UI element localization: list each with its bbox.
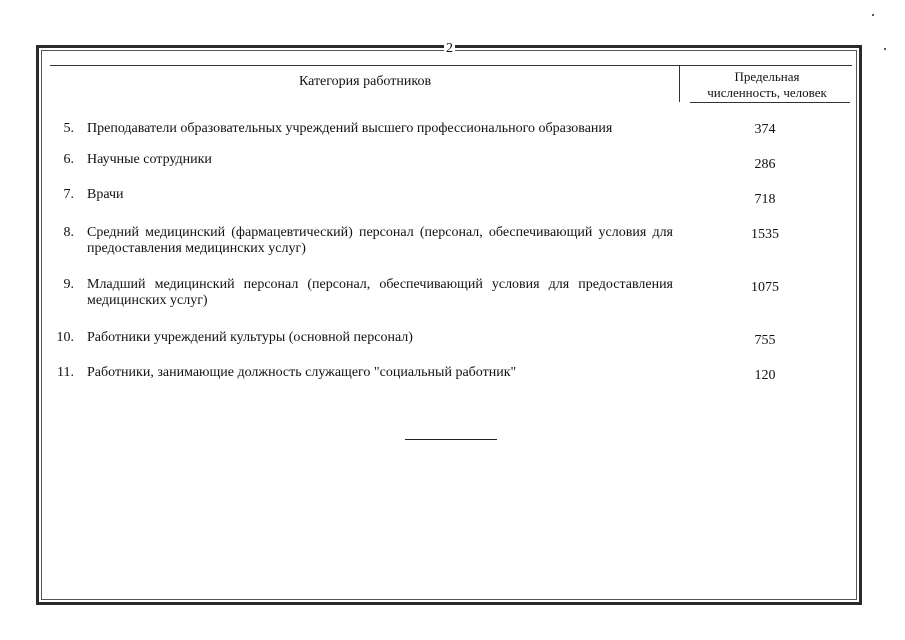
row-count: 120 [754,368,776,383]
row-count: 374 [754,122,776,137]
row-number: 10. [56,330,74,345]
row-number: 7. [63,187,74,202]
row-number: 9. [63,277,74,292]
row-number: 8. [63,225,74,240]
header-bottom-rule [690,102,850,103]
header-category: Категория работников [298,74,432,89]
end-of-table-rule [405,439,497,440]
header-limit [682,69,852,101]
row-category: Работники, занимающие должность служащего "социальный работник" [87,365,517,380]
row-category: Работники учреждений культуры (основной персонал) [87,330,413,345]
row-category: Научные сотрудники [87,152,212,167]
row-category: Средний медицинский (фармацевтический) персонал (персонал, обеспечивающий условия для предоставления медицинских услуг) [87,225,673,256]
row-category: Младший медицинский персонал (персонал, обеспечивающий условия для предоставления медицинских услуг) [87,277,673,308]
row-count: 286 [754,157,776,172]
header-top-rule [50,65,852,66]
row-number: 5. [63,121,74,136]
row-category: Врачи [87,187,124,202]
page-number: 2 [446,41,453,56]
header-column-separator [679,65,680,102]
header-limit-line2: численность, человек [707,85,827,100]
row-count: 718 [754,192,776,207]
row-number: 11. [57,365,74,380]
row-count: 1075 [751,280,779,295]
row-category: Преподаватели образовательных учреждений высшего профессионального образования [87,121,613,136]
row-count: 755 [754,333,776,348]
scan-speck [884,48,886,50]
scan-speck [872,14,874,16]
header-limit-line1: Предельная [734,69,800,84]
row-count: 1535 [751,227,779,242]
row-number: 6. [63,152,74,167]
